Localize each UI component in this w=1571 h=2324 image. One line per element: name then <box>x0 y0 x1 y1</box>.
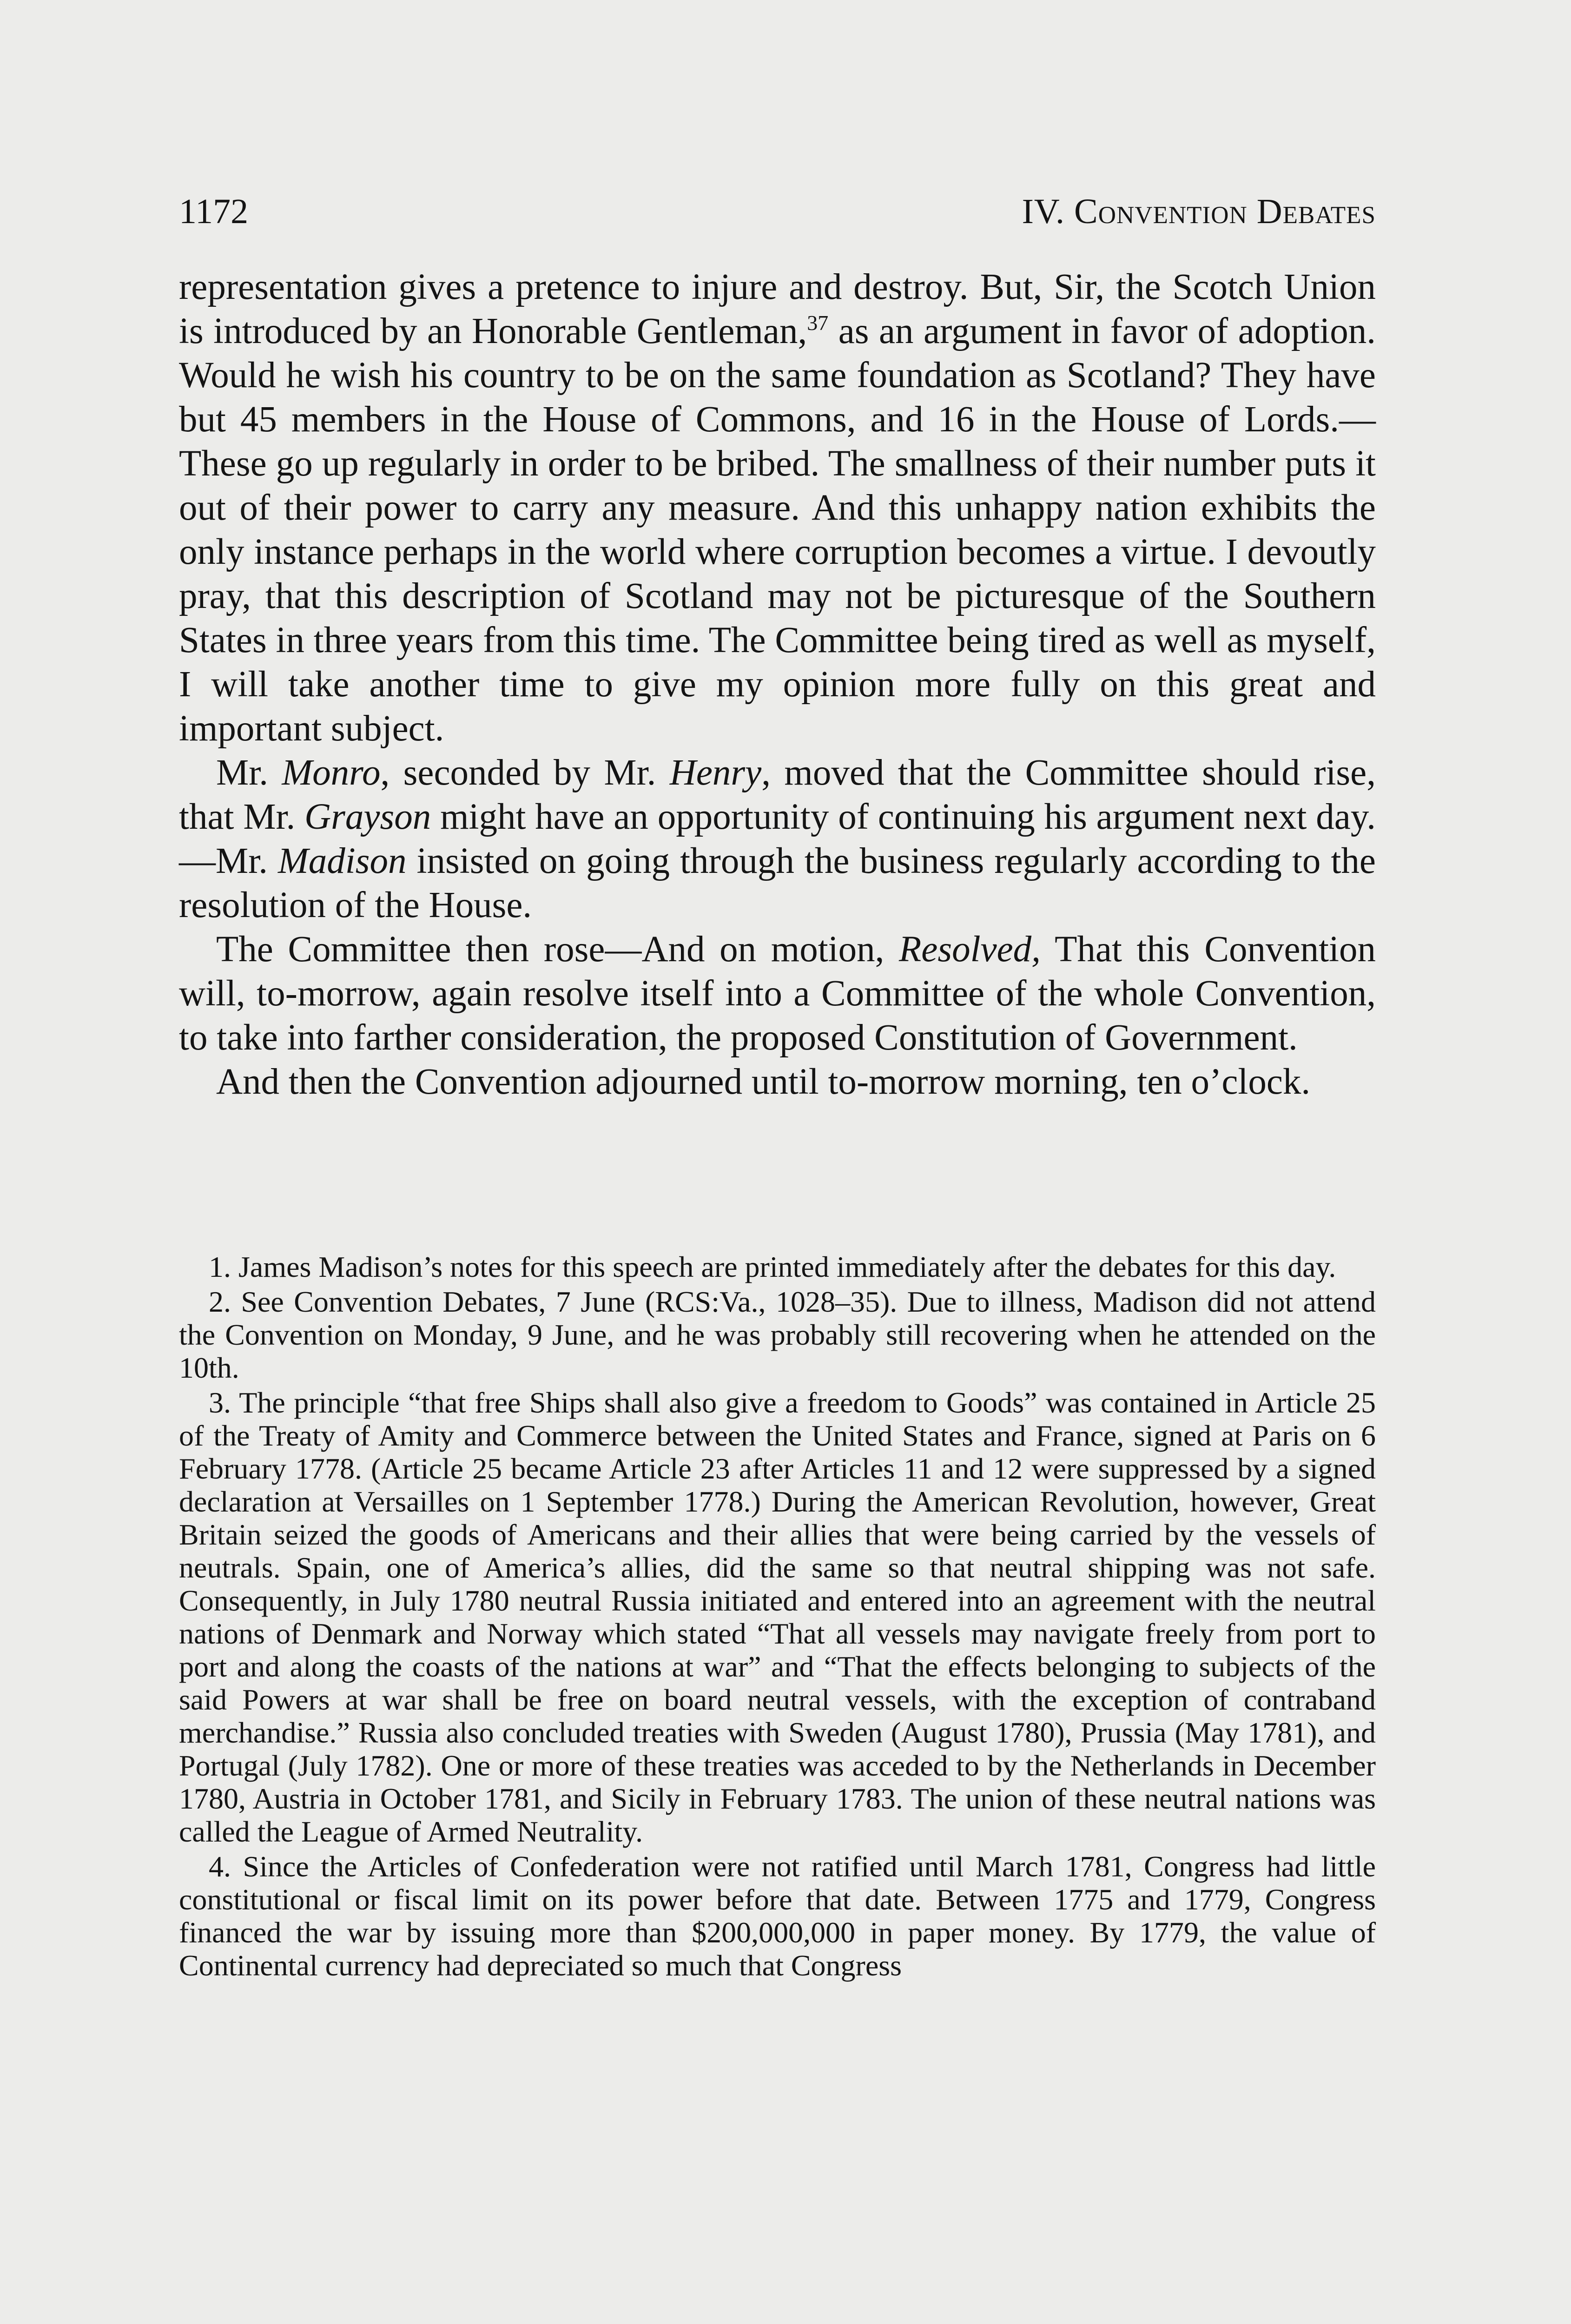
text-run: Mr. <box>216 753 282 793</box>
text-run: , seconded by Mr. <box>380 753 670 793</box>
speaker-name: Monro <box>282 753 381 793</box>
paragraph-speech-continuation <box>179 265 1376 751</box>
footnote-reference: 37 <box>807 311 829 335</box>
text-run: That this Convention will, to-morrow, again resolve itself into a Committee of the whole Convention, to take into farther consideration, the proposed Constitution of Government. <box>179 929 1376 1058</box>
section-title: IV. Convention Debates <box>1022 192 1376 231</box>
footnote-4: 4. Since the Articles of Confederation were not ratified until March 1781, Congress had little constitutional or fiscal limit on its power before that date. Between 1775 and 1779, Congress financed the war by issuing more than $200,000,000 in paper money. By 1779, the value of Continental currency had depreciated so much that Congress <box>179 1850 1376 1982</box>
footnote-2: 2. See Convention Debates, 7 June (RCS:Va., 1028–35). Due to illness, Madison did not attend the Convention on Monday, 9 June, and he was probably still recovering when he attended on the 10th. <box>179 1285 1376 1384</box>
text-run: insisted on going through the business regularly according to the resolution of the House. <box>179 841 1376 925</box>
speaker-name: Henry <box>669 753 762 793</box>
page-number: 1172 <box>179 192 249 231</box>
text-run: might have an opportunity of continuing his argument next day.—Mr. <box>179 797 1376 881</box>
paragraph-resolution <box>179 927 1376 1060</box>
footnotes <box>179 1250 1376 1984</box>
text-run: representation gives a pretence to injure and destroy. But, Sir, the Scotch Union is introduced by an Honorable Gentleman, <box>179 267 1376 351</box>
resolved-term: Resolved, <box>899 929 1041 970</box>
text-run: as an argument in favor of adoption. Would he wish his country to be on the same foundation as Scotland? They have but 45 members in the House of Commons, and 16 in the House of Lords.—These go up regularly in order to be bribed. The smallness of their number puts it out of their power to carry any measure. And this unhappy nation exhibits the only instance perhaps in the world where corruption becomes a virtue. I devoutly pray, that this description of Scotland may not be picturesque of the Southern States in three years from this time. The Committee being tired as well as myself, I will take another time to give my opinion more fully on this great and important subject. <box>179 311 1376 749</box>
text-run: , moved that the Committee should rise, that Mr. <box>179 753 1376 837</box>
paragraph-motion <box>179 751 1376 927</box>
paragraph-adjournment: And then the Convention adjourned until to-morrow morning, ten o’clock. <box>216 1062 1311 1102</box>
speaker-name: Grayson <box>304 797 431 837</box>
speaker-name: Madison <box>278 841 407 881</box>
footnote-1: 1. James Madison’s notes for this speech are printed immediately after the debates for this day. <box>209 1250 1336 1283</box>
running-head <box>179 186 1376 237</box>
text-run: The Committee then rose—And on motion, <box>216 929 899 970</box>
main-text <box>179 265 1376 1104</box>
footnote-3: 3. The principle “that free Ships shall also give a freedom to Goods” was contained in Article 25 of the Treaty of Amity and Commerce between the United States and France, signed at Paris on 6 February 1778. (Article 25 became Article 23 after Articles 11 and 12 were suppressed by a signed declaration at Versailles on 1 September 1778.) During the American Revolution, however, Great Britain seized the goods of Americans and their allies that were being carried by the vessels of neutrals. Spain, one of America’s allies, did the same so that neutral shipping was not safe. Consequently, in July 1780 neutral Russia initiated and entered into an agreement with the neutral nations of Denmark and Norway which stated “That all vessels may navigate freely from port to port and along the coasts of the nations at war” and “That the effects belonging to subjects of the said Powers at war shall be free on board neutral vessels, with the exception of contraband merchandise.” Russia also concluded treaties with Sweden (August 1780), Prussia (May 1781), and Portugal (July 1782). One or more of these treaties was acceded to by the Netherlands in December 1780, Austria in October 1781, and Sicily in February 1783. The union of these neutral nations was called the League of Armed Neutrality. <box>179 1386 1376 1848</box>
